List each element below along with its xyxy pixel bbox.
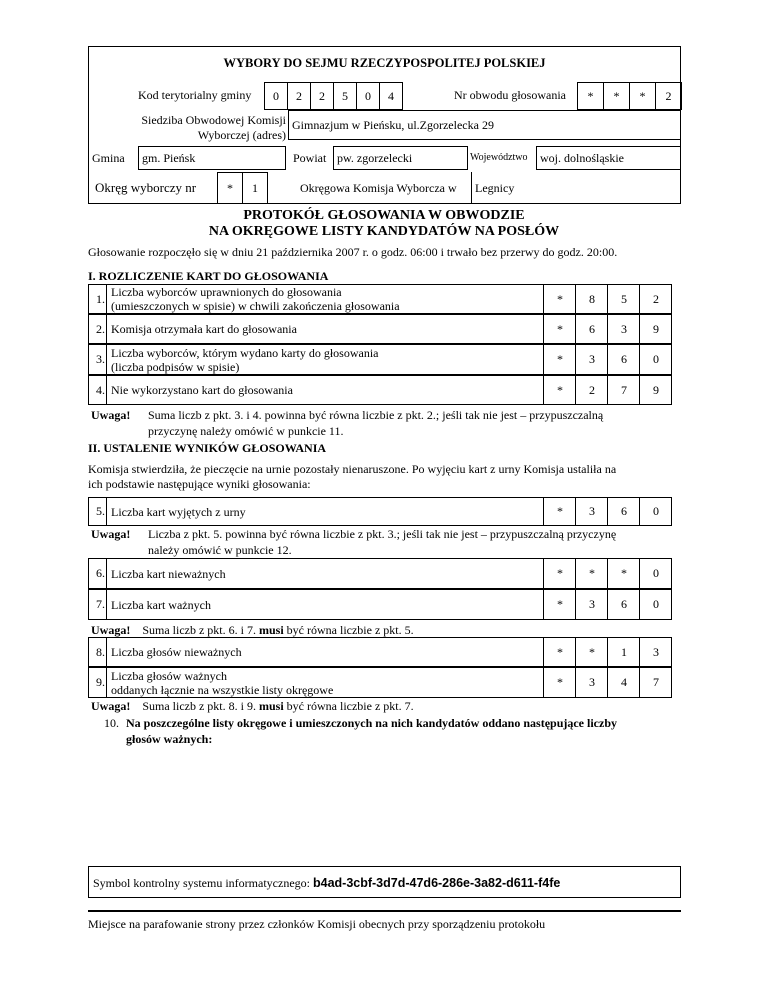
note9-post: być równa liczbie z pkt. 7.	[286, 699, 414, 713]
obwod-digit: *	[629, 82, 656, 110]
row-digit: 0	[639, 345, 672, 374]
row-label	[111, 498, 246, 525]
note1-line2: przyczynę należy omówić w punkcie 11.	[148, 424, 344, 438]
row-label-line: Liczba kart nieważnych	[111, 566, 226, 581]
row-digit: *	[543, 559, 576, 588]
section2-row-9	[88, 667, 672, 698]
okreg-digit: 1	[242, 172, 268, 204]
row-digit: *	[543, 590, 576, 619]
gmina-label: Gmina	[92, 151, 125, 165]
row-label-line: Nie wykorzystano kart do głosowania	[111, 383, 293, 397]
teryt-digit: 0	[264, 82, 288, 110]
note9-label: Uwaga!	[91, 699, 131, 713]
row-label-line: Liczba kart ważnych	[111, 597, 211, 612]
row-label	[111, 315, 297, 343]
row-label-line: oddanych łącznie na wszystkie listy okręgowe	[111, 682, 334, 697]
row-number-divider	[106, 315, 107, 343]
note1-label: Uwaga!	[91, 408, 131, 422]
note7	[91, 623, 414, 638]
row-digit: 9	[639, 315, 672, 343]
row-number-divider	[106, 590, 107, 619]
row-label-line: Komisja otrzymała kart do głosowania	[111, 322, 297, 336]
row-digit: 0	[639, 498, 672, 525]
obwod-digit: *	[603, 82, 630, 110]
row-label	[111, 668, 333, 697]
row-number: 8.	[96, 644, 105, 659]
section2-row-5	[88, 497, 672, 526]
row-digit: 5	[607, 285, 640, 313]
row-digit: *	[543, 376, 576, 404]
okw-label: Okręgowa Komisja Wyborcza w	[300, 181, 457, 195]
row-digit: 6	[607, 345, 640, 374]
section1-row	[88, 314, 672, 344]
row-digit: 9	[639, 376, 672, 404]
section1-row	[88, 284, 672, 314]
row-label-line: Liczba kart wyjętych z urny	[111, 504, 246, 519]
point10-line1: Na poszczególne listy okręgowe i umieszczonych na nich kandydatów oddano następujące liczby	[126, 716, 618, 730]
gmina-value: gm. Pieńsk	[142, 151, 196, 165]
siedziba-value: Gimnazjum w Pieńsku, ul.Zgorzelecka 29	[292, 118, 494, 132]
obwod-digit: 2	[655, 82, 682, 110]
row-digit: 1	[607, 638, 640, 666]
row-digit: 7	[639, 668, 672, 697]
teryt-digit: 4	[379, 82, 403, 110]
protocol-title-1: PROTOKÓŁ GŁOSOWANIA W OBWODZIE	[243, 208, 525, 223]
row-label-line: (umieszczonych w spisie) w chwili zakończenia głosowania	[111, 299, 400, 313]
row-digit: 3	[607, 315, 640, 343]
row-number: 1.	[96, 291, 105, 306]
row-label-line: Liczba wyborców, którym wydano karty do głosowania	[111, 345, 379, 360]
okw-divider	[471, 172, 472, 204]
siedziba-label-1: Siedziba Obwodowej Komisji	[141, 113, 286, 127]
row-digit: 3	[575, 498, 608, 525]
teryt-digit: 5	[333, 82, 357, 110]
row-label	[111, 345, 379, 374]
row-label	[111, 285, 400, 313]
symbol-label: Symbol kontrolny systemu informatycznego:	[93, 876, 310, 890]
row-digit: 3	[575, 590, 608, 619]
row-label	[111, 376, 293, 404]
row-digit: *	[543, 345, 576, 374]
row-number: 9.	[96, 675, 105, 689]
row-label-line: Liczba głosów nieważnych	[111, 645, 242, 659]
section2-intro-1: Komisja stwierdziła, że pieczęcie na urnie pozostały nienaruszone. Po wyjęciu kart z urny Komisja ustaliła na	[88, 462, 617, 476]
teryt-label: Kod terytorialny gminy	[138, 88, 252, 102]
row-digit: 3	[639, 638, 672, 666]
row-digit: *	[607, 559, 640, 588]
row-label-line: Liczba wyborców uprawnionych do głosowania	[111, 285, 342, 299]
row-digit: *	[543, 638, 576, 666]
powiat-label: Powiat	[293, 151, 327, 165]
row-digit: 8	[575, 285, 608, 313]
section1-heading: I. ROZLICZENIE KART DO GŁOSOWANIA	[88, 269, 329, 283]
row-digit: *	[575, 638, 608, 666]
row-number-divider	[106, 376, 107, 404]
row-number: 6.	[96, 566, 105, 580]
row-label-line: Liczba głosów ważnych	[111, 668, 227, 683]
parafa-text: Miejsce na parafowanie strony przez członków Komisji obecnych przy sporządzeniu protokołu	[88, 917, 546, 931]
row-number-divider	[106, 498, 107, 525]
row-number: 3.	[96, 352, 105, 366]
row-number-divider	[106, 638, 107, 666]
wojewodztwo-value: woj. dolnośląskie	[540, 151, 624, 165]
row-digit: 4	[607, 668, 640, 697]
row-number-divider	[106, 668, 107, 697]
row-label-line: (liczba podpisów w spisie)	[111, 359, 240, 374]
row-number-divider	[106, 559, 107, 588]
row-label	[111, 638, 242, 666]
note9	[91, 699, 414, 714]
section2-heading: II. USTALENIE WYNIKÓW GŁOSOWANIA	[88, 441, 327, 455]
row-digit: *	[543, 668, 576, 697]
row-digit: *	[543, 498, 576, 525]
note9-bold: musi	[258, 699, 284, 713]
siedziba-label-2: Wyborczej (adres)	[197, 128, 286, 142]
row-label	[111, 590, 211, 619]
row-digit: 2	[639, 285, 672, 313]
symbol-value: b4ad-3cbf-3d7d-47d6-286e-3a82-d611-f4fe	[312, 876, 561, 890]
protocol-intro: Głosowanie rozpoczęło się w dniu 21 października 2007 r. o godz. 06:00 i trwało bez przerwy do godz. 20:00.	[88, 245, 618, 259]
footer-divider	[88, 910, 681, 912]
teryt-digit: 2	[310, 82, 334, 110]
note5-line2: należy omówić w punkcie 12.	[148, 543, 292, 557]
row-digit: 2	[575, 376, 608, 404]
note7-post: być równa liczbie z pkt. 5.	[286, 623, 414, 637]
note5-line1: Liczba z pkt. 5. powinna być równa liczbie z pkt. 3.; jeśli tak nie jest – przypuszczalną przyczynę	[148, 527, 617, 541]
row-digit: 0	[639, 590, 672, 619]
row-digit: 6	[607, 498, 640, 525]
obwod-label: Nr obwodu głosowania	[454, 88, 566, 102]
row-label	[111, 559, 226, 588]
row-digit: 6	[607, 590, 640, 619]
row-digit: *	[543, 285, 576, 313]
row-number: 4.	[96, 382, 105, 397]
okreg-label: Okręg wyborczy nr	[95, 180, 197, 195]
page-title: WYBORY DO SEJMU RZECZYPOSPOLITEJ POLSKIEJ	[223, 56, 546, 70]
powiat-value: pw. zgorzelecki	[337, 151, 413, 165]
note7-label: Uwaga!	[91, 623, 131, 637]
teryt-digit: 0	[356, 82, 380, 110]
section2-row-8	[88, 637, 672, 667]
row-digit: 0	[639, 559, 672, 588]
note7-bold: musi	[258, 623, 284, 637]
section2-intro-2: ich podstawie następujące wyniki głosowania:	[88, 477, 311, 491]
row-number: 5.	[96, 504, 105, 518]
protocol-title-2: NA OKRĘGOWE LISTY KANDYDATÓW NA POSŁÓW	[208, 224, 560, 239]
note1-line1: Suma liczb z pkt. 3. i 4. powinna być równa liczbie z pkt. 2.; jeśli tak nie jest – przypuszczalną	[148, 408, 604, 422]
row-number: 2.	[96, 321, 105, 336]
okw-value: Legnicy	[475, 181, 515, 195]
row-number: 7.	[96, 597, 105, 611]
point10-line2: głosów ważnych:	[126, 732, 213, 746]
section2-row-6	[88, 558, 672, 589]
row-digit: 7	[607, 376, 640, 404]
note7-pre: Suma liczb z pkt. 6. i 7.	[142, 623, 256, 637]
section2-row-7	[88, 589, 672, 620]
okreg-digit: *	[217, 172, 243, 204]
row-digit: 3	[575, 345, 608, 374]
section1-row	[88, 375, 672, 405]
row-digit: 3	[575, 668, 608, 697]
wojewodztwo-label: Województwo	[470, 152, 528, 163]
row-digit: *	[575, 559, 608, 588]
section1-row	[88, 344, 672, 375]
row-digit: 6	[575, 315, 608, 343]
row-number-divider	[106, 285, 107, 313]
row-number-divider	[106, 345, 107, 374]
point10-number: 10.	[104, 716, 119, 730]
obwod-digit: *	[577, 82, 604, 110]
symbol-kontrolny	[93, 876, 560, 891]
row-digit: *	[543, 315, 576, 343]
note9-pre: Suma liczb z pkt. 8. i 9.	[142, 699, 256, 713]
teryt-digit: 2	[287, 82, 311, 110]
note5-label: Uwaga!	[91, 527, 131, 541]
